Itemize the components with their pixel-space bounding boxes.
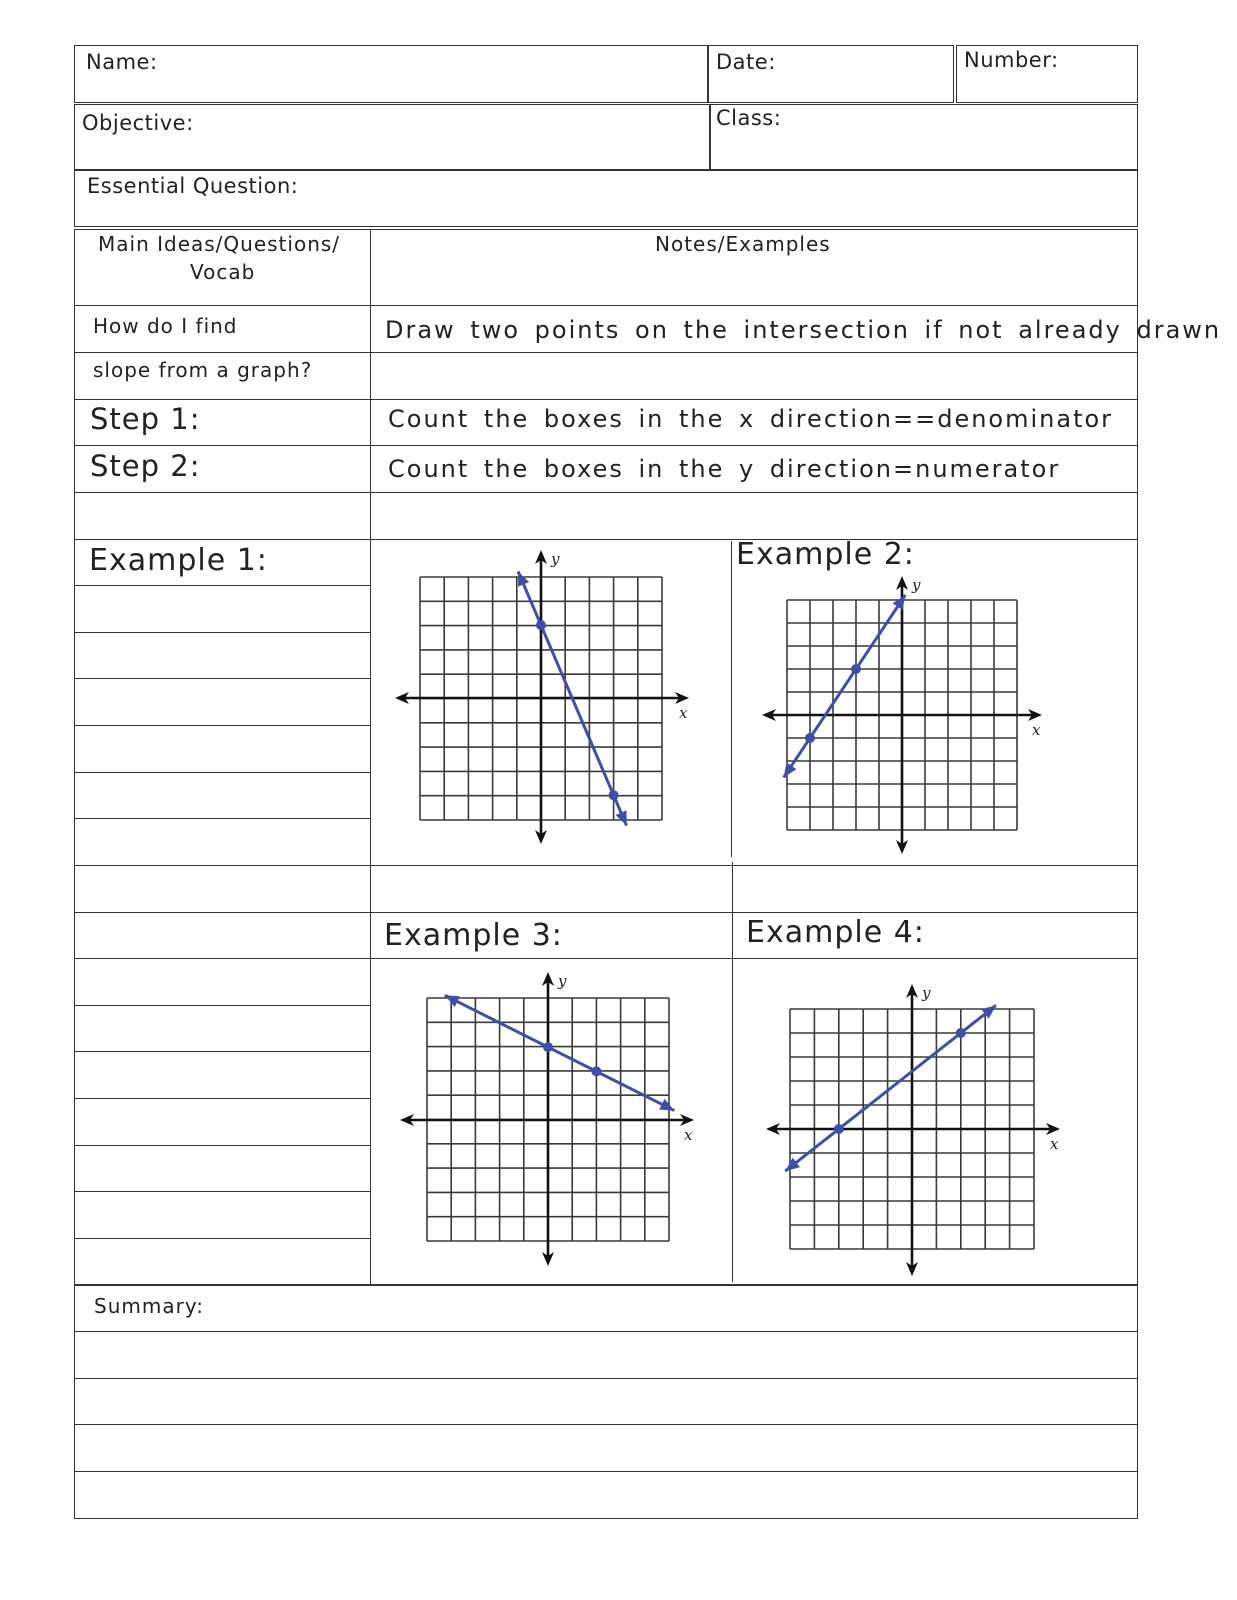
y-axis-label: y — [551, 550, 560, 568]
question-line1: How do I find — [93, 314, 238, 338]
right-column-header: Notes/Examples — [655, 232, 831, 256]
axes — [762, 576, 1042, 854]
plotted-point — [609, 790, 619, 800]
summary-line — [74, 1471, 1138, 1472]
row-line — [74, 305, 1138, 306]
column-divider — [370, 229, 371, 1285]
row-line — [74, 492, 1138, 493]
plotted-point — [536, 620, 546, 630]
plotted-point — [591, 1066, 601, 1076]
example-divider-middle — [732, 862, 733, 958]
name-label: Name: — [86, 50, 158, 74]
row-line — [74, 399, 1138, 400]
step2-label: Step 2: — [90, 449, 201, 483]
left-column-header-line1: Main Ideas/Questions/ — [98, 232, 341, 256]
name-field[interactable] — [74, 45, 708, 103]
x-axis-label: x — [1050, 1135, 1059, 1153]
example-divider-top — [731, 541, 732, 857]
slope-line — [445, 995, 675, 1110]
plotted-point — [834, 1124, 844, 1134]
left-ruled-line — [74, 818, 370, 819]
plotted-point — [851, 664, 861, 674]
axes — [766, 984, 1060, 1276]
example-divider-bottom — [732, 958, 733, 1282]
objective-label: Objective: — [82, 111, 194, 135]
example4-graph — [764, 982, 1064, 1280]
summary-line — [74, 1331, 1138, 1332]
left-ruled-line — [74, 1191, 370, 1192]
left-ruled-line — [74, 585, 370, 586]
step1-label: Step 1: — [90, 402, 201, 436]
row-line — [74, 958, 1138, 959]
example1-graph — [393, 548, 693, 848]
step2-text: Count the boxes in the y direction=numerator — [388, 455, 1061, 483]
date-label: Date: — [716, 50, 776, 74]
draw-points-note: Draw two points on the intersection if not already drawn — [385, 316, 1222, 344]
left-ruled-line — [74, 678, 370, 679]
example2-label: Example 2: — [736, 537, 915, 572]
plotted-point — [805, 733, 815, 743]
summary-line — [74, 1424, 1138, 1425]
left-ruled-line — [74, 1051, 370, 1052]
x-axis-label: x — [679, 704, 688, 722]
left-ruled-line — [74, 1005, 370, 1006]
summary-label: Summary: — [94, 1294, 204, 1318]
example3-label: Example 3: — [384, 918, 563, 953]
example3-graph — [398, 970, 700, 1270]
question-line2: slope from a graph? — [93, 358, 313, 382]
axes — [400, 972, 694, 1266]
step1-text: Count the boxes in the x direction==denominator — [388, 405, 1114, 433]
left-ruled-line — [74, 1238, 370, 1239]
number-label: Number: — [964, 48, 1059, 72]
essential-question-label: Essential Question: — [87, 174, 299, 198]
left-ruled-line — [74, 1145, 370, 1146]
y-axis-label: y — [912, 576, 921, 594]
left-ruled-line — [74, 1098, 370, 1099]
left-ruled-line — [74, 772, 370, 773]
x-axis-label: x — [684, 1126, 693, 1144]
class-label: Class: — [716, 106, 782, 130]
x-axis-label: x — [1032, 721, 1041, 739]
axes — [395, 550, 689, 844]
row-line — [74, 912, 1138, 913]
example2-graph — [760, 574, 1050, 859]
example1-label: Example 1: — [89, 543, 268, 578]
y-axis-label: y — [922, 984, 931, 1002]
row-line — [74, 865, 1138, 866]
row-line — [74, 445, 1138, 446]
row-line — [74, 539, 1138, 540]
plotted-point — [543, 1042, 553, 1052]
summary-box[interactable] — [74, 1285, 1138, 1519]
plotted-point — [956, 1028, 966, 1038]
left-ruled-line — [74, 632, 370, 633]
line-arrow-end — [784, 763, 797, 778]
line-arrow-start — [893, 595, 906, 610]
left-column-header-line2: Vocab — [190, 260, 256, 284]
left-ruled-line — [74, 725, 370, 726]
summary-line — [74, 1378, 1138, 1379]
y-axis-label: y — [558, 972, 567, 990]
row-line — [74, 352, 1138, 353]
example4-label: Example 4: — [746, 915, 925, 950]
